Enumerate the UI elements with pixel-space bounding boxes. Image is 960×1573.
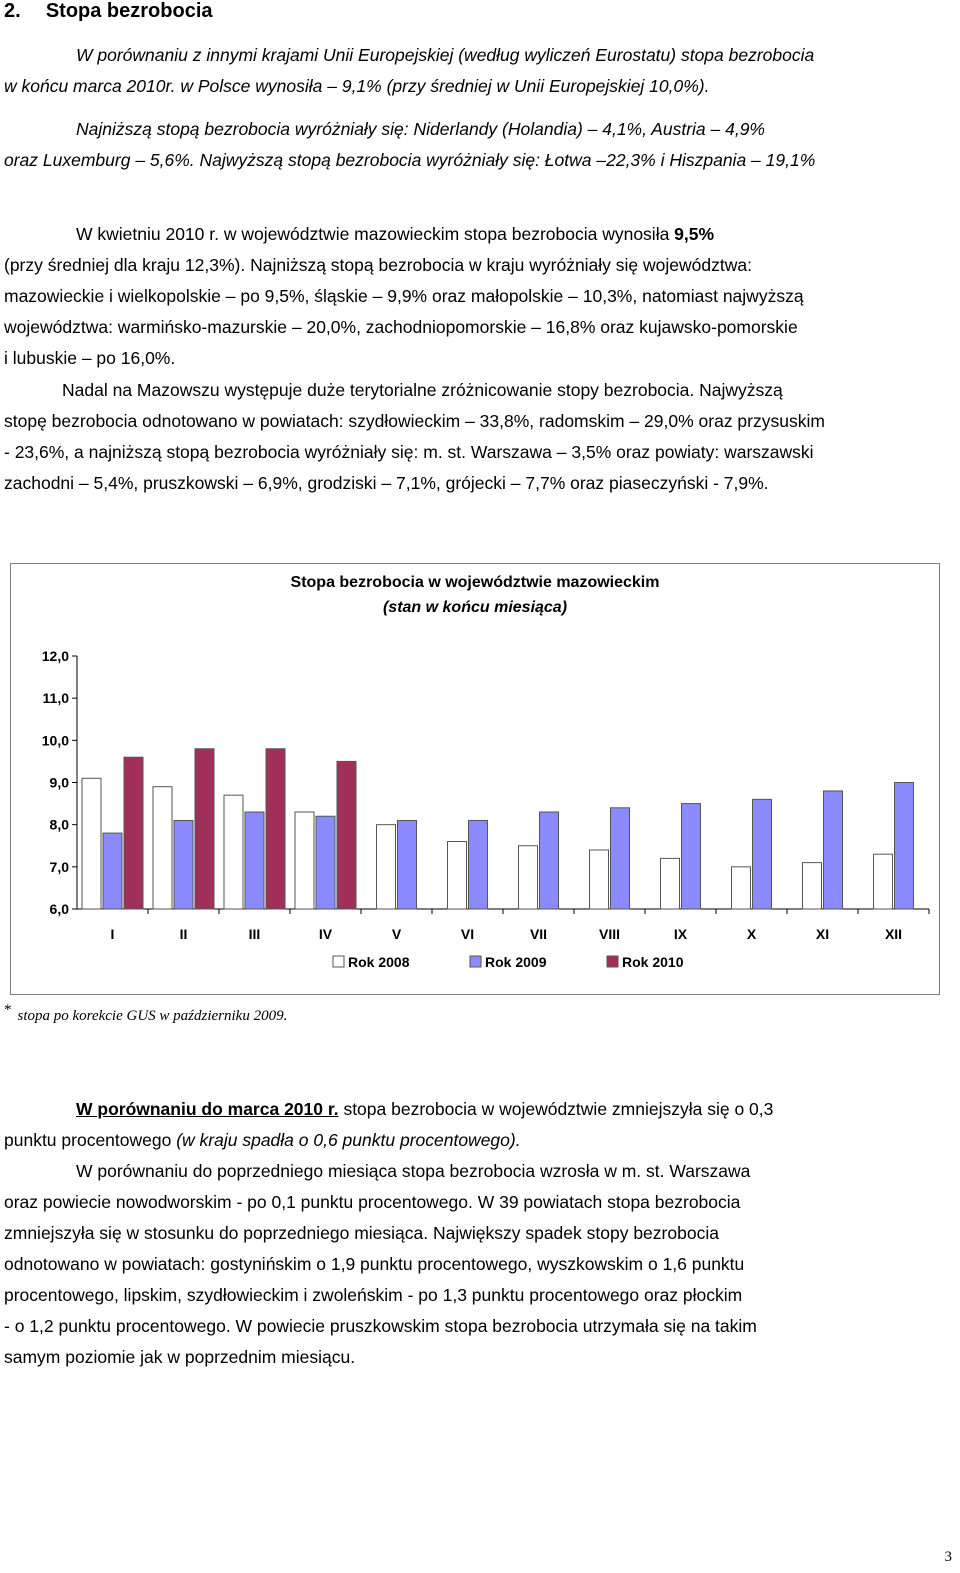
bar-rok-2008-vii [519,846,538,909]
p6-line-7: samym poziomie jak w poprzednim miesiącu. [4,1347,356,1367]
bar-rok-2008-v [377,825,396,909]
bar-rok-2010-i [124,757,143,909]
bar-rok-2008-xii [874,854,893,909]
bar-rok-2009-x [753,799,772,909]
bar-rok-2009-i [103,833,122,909]
x-tick-label: II [179,926,188,942]
p3-line-2: (przy średniej dla kraju 12,3%). Najniższą stopą bezrobocia w kraju wyróżniały się województwa: [4,255,752,275]
p6-line-1: W porównaniu do poprzedniego miesiąca stopa bezrobocia wzrosła w m. st. Warszawa [76,1161,751,1181]
y-tick-label: 7,0 [49,858,69,875]
p6-line-5: procentowego, lipskim, szydłowieckim i zwoleńskim - po 1,3 punktu procentowego oraz płockim [4,1285,743,1305]
y-tick-label: 11,0 [42,690,69,707]
y-tick-label: 10,0 [41,732,69,749]
paragraph-powiaty [4,375,954,499]
p5-text-b: punktu procentowego [4,1130,177,1150]
bar-rok-2009-viii [611,808,630,909]
p3-rate-value: 9,5% [674,224,715,244]
p3-text-a: W kwietniu 2010 r. w województwie mazowieckim stopa bezrobocia wynosiła [76,224,675,244]
legend-label: Rok 2009 [485,954,547,970]
p3-line-3: mazowieckie i wielkopolskie – po 9,5%, śląskie – 9,9% oraz małopolskie – 10,3%, natomiast najwyższą [4,286,804,306]
p1-line-1: W porównaniu z innymi krajami Unii Europejskiej (według wyliczeń Eurostatu) stopa bezrobocia [76,45,815,65]
p5-text-c: (w kraju spadła o 0,6 punktu procentowego). [176,1130,521,1150]
section-heading [4,0,213,23]
p4-line-3: - 23,6%, a najniższą stopą bezrobocia wyróżniały się: m. st. Warszawa – 3,5% oraz powiaty: warszawski [4,442,814,462]
bar-rok-2008-viii [590,850,609,909]
paragraph-monthly-change [4,1156,954,1373]
y-tick-label: 6,0 [49,901,69,917]
paragraph-eu-comparison [4,40,954,102]
bar-rok-2009-iv [316,816,335,909]
legend-swatch-rok-2009 [470,956,481,967]
footnote-mark: * [4,1002,12,1018]
p6-line-6: - o 1,2 punktu procentowego. W powiecie pruszkowskim stopa bezrobocia utrzymała się na takim [4,1316,757,1336]
bar-rok-2008-iv [295,812,314,909]
x-tick-label: XI [815,926,830,942]
legend-label: Rok 2010 [622,954,684,970]
p5-text-a: stopa bezrobocia w województwie zmniejszyła się o 0,3 [338,1099,774,1119]
section-number: 2. [4,0,21,22]
p4-line-1: Nadal na Mazowszu występuje duże terytorialne zróżnicowanie stopy bezrobocia. Najwyższą [62,380,783,400]
chart-subtitle: (stan w końcu miesiąca) [382,599,568,616]
bar-rok-2008-x [732,867,751,909]
p6-line-2: oraz powiecie nowodworskim - po 0,1 punktu procentowego. W 39 powiatach stopa bezrobocia [4,1192,741,1212]
legend-swatch-rok-2008 [333,956,344,967]
page-number: 3 [944,1549,952,1565]
y-tick-label: 12,0 [41,648,69,664]
bar-rok-2010-iii [266,749,285,909]
bar-rok-2009-xii [895,783,914,910]
footnote-text: stopa po korekcie GUS w październiku 2009. [17,1008,288,1024]
bar-rok-2009-v [398,820,417,909]
p3-line-5: i lubuskie – po 16,0%. [4,348,176,368]
p2-line-2: oraz Luxemburg – 5,6%. Najwyższą stopą bezrobocia wyróżniały się: Łotwa –22,3% i Hiszpania – 19,1% [4,150,816,170]
bar-rok-2009-xi [824,791,843,909]
x-tick-label: X [746,926,757,942]
bar-rok-2009-vii [540,812,559,909]
p6-line-3: zmniejszyła się w stosunku do poprzedniego miesiąca. Największy spadek stopy bezrobocia [4,1223,719,1243]
bar-rok-2009-vi [469,820,488,909]
bar-rok-2009-iii [245,812,264,909]
p2-line-1: Najniższą stopą bezrobocia wyróżniały się: Niderlandy (Holandia) – 4,1%, Austria – 4,9% [76,119,765,139]
x-tick-label: III [248,926,261,942]
bar-rok-2008-iii [224,795,243,909]
bar-rok-2008-ii [153,787,172,909]
bar-rok-2008-ix [661,858,680,909]
paragraph-mazowieckie-april [4,219,954,374]
bar-rok-2009-ix [682,804,701,909]
p3-line-4: województwa: warmińsko-mazurskie – 20,0%, zachodniopomorskie – 16,8% oraz kujawsko-pomorskie [4,317,798,337]
x-tick-label: I [110,926,115,942]
x-tick-label: VIII [598,926,621,942]
paragraph-march-comparison [4,1094,954,1156]
bar-rok-2009-ii [174,820,193,909]
legend-label: Rok 2008 [348,954,410,970]
chart-container [10,563,940,995]
chart-title: Stopa bezrobocia w województwie mazowieckim [290,574,660,591]
x-tick-label: VI [460,926,475,942]
paragraph-eu-extremes [4,114,954,176]
section-title: Stopa bezrobocia [45,0,213,22]
x-tick-label: IV [318,926,333,942]
y-tick-label: 8,0 [49,816,69,833]
x-tick-label: XII [884,926,903,942]
p6-line-4: odnotowano w powiatach: gostynińskim o 1,9 punktu procentowego, wyszkowskim o 1,6 punktu [4,1254,745,1274]
bar-rok-2010-iv [337,761,356,909]
p1-line-2: w końcu marca 2010r. w Polsce wynosiła – 9,1% (przy średniej w Unii Europejskiej 10,0%). [4,76,710,96]
bar-rok-2008-xi [803,863,822,909]
x-tick-label: VII [529,926,548,942]
p5-underlined: W porównaniu do marca 2010 r. [76,1099,339,1119]
bar-rok-2010-ii [195,749,214,909]
p4-line-2: stopę bezrobocia odnotowano w powiatach: szydłowieckim – 33,8%, radomskim – 29,0% oraz przysuskim [4,411,825,431]
footnote [4,1002,287,1025]
bar-rok-2008-i [82,778,101,909]
p4-line-4: zachodni – 5,4%, pruszkowski – 6,9%, grodziski – 7,1%, grójecki – 7,7% oraz piaseczyński - 7,9%. [4,473,769,493]
y-tick-label: 9,0 [49,774,69,791]
legend-swatch-rok-2010 [607,956,618,967]
bar-rok-2008-vi [448,842,467,909]
chart-plot [11,564,939,994]
x-tick-label: IX [673,926,688,942]
x-tick-label: V [391,926,402,942]
